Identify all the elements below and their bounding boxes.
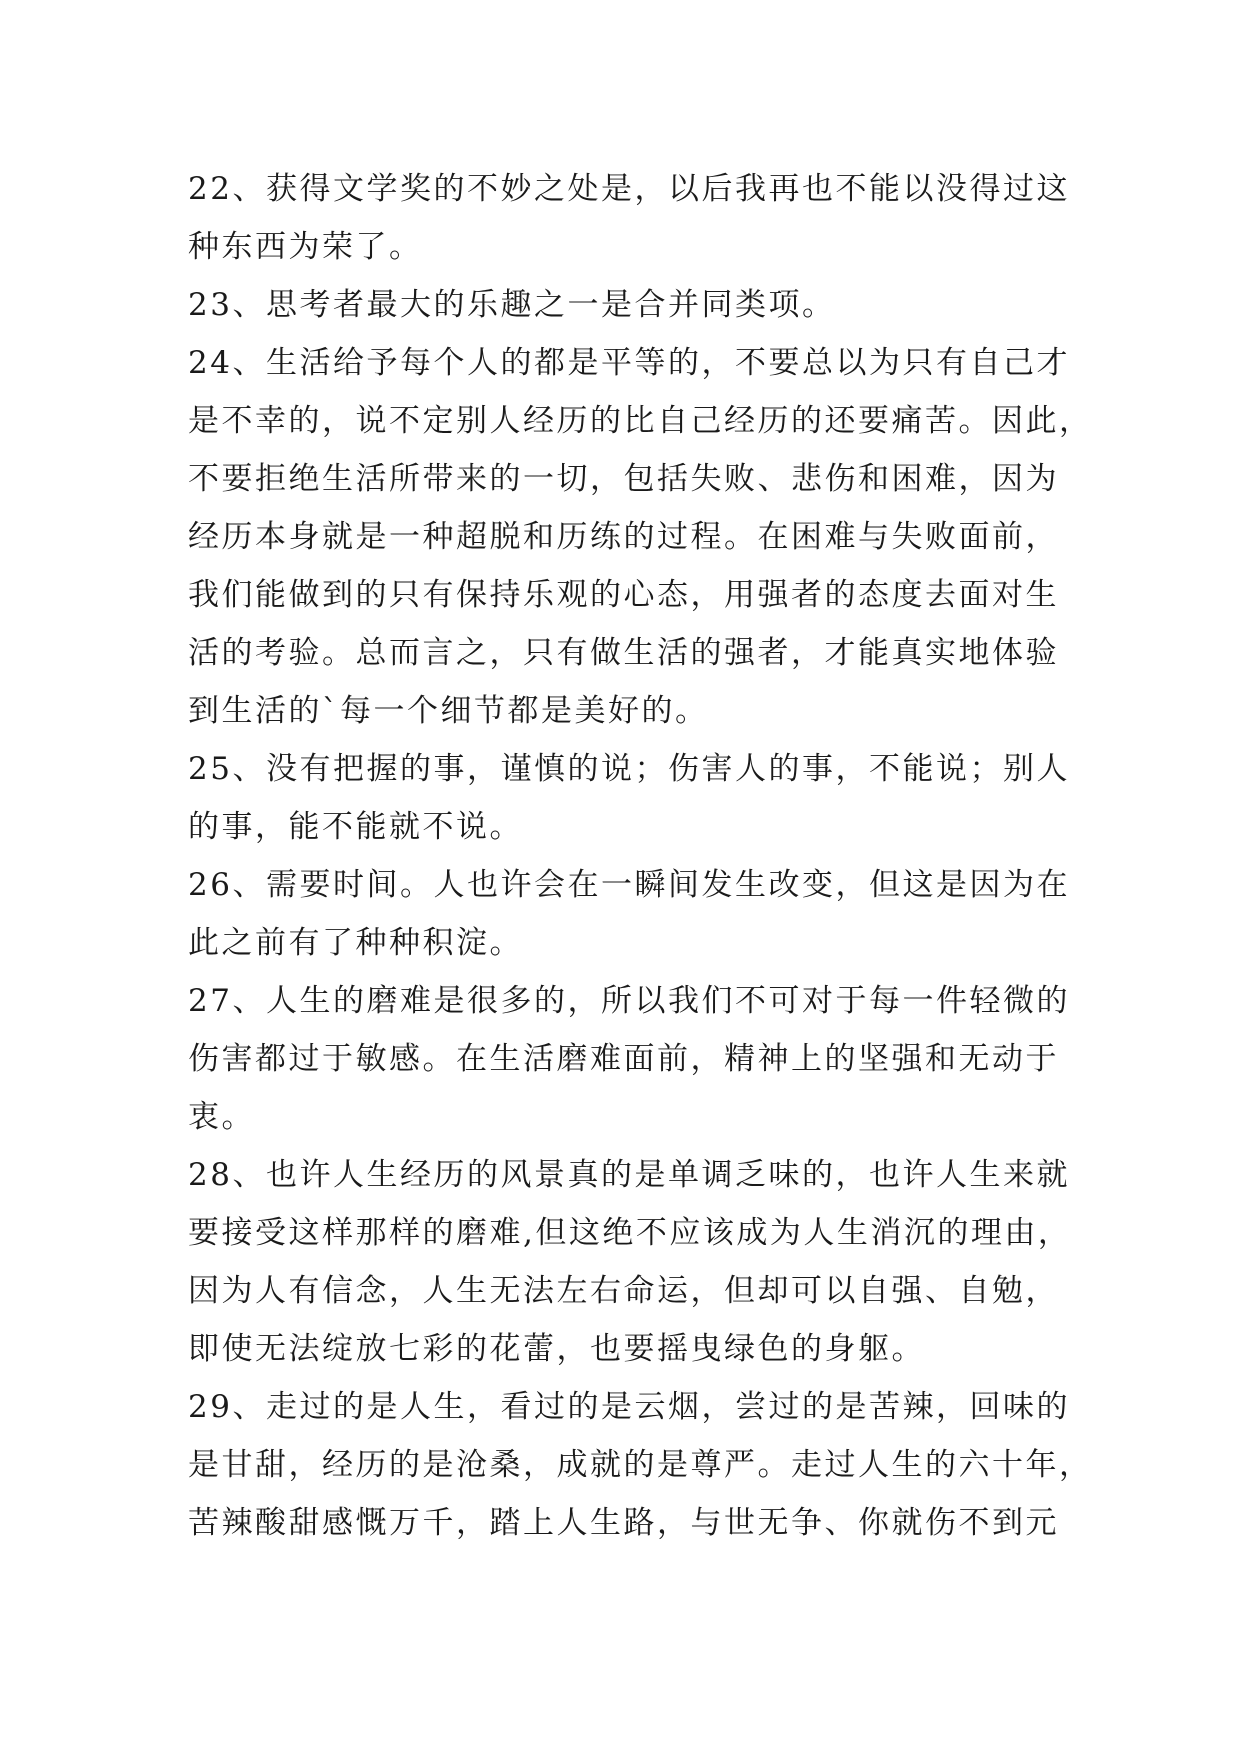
text-line: 我们能做到的只有保持乐观的心态，用强者的态度去面对生 (188, 577, 1059, 613)
text-line: 即使无法绽放七彩的花蕾，也要摇曳绿色的身躯。 (188, 1331, 925, 1367)
text-line: 的事，能不能就不说。 (188, 809, 523, 845)
text-line: 此之前有了种种积淀。 (188, 925, 523, 961)
text-line: 伤害都过于敏感。在生活磨难面前，精神上的坚强和无动于 (188, 1041, 1059, 1077)
text-line: 活的考验。总而言之，只有做生活的强者，才能真实地体验 (188, 635, 1059, 671)
text-line: 不要拒绝生活所带来的一切，包括失败、悲伤和困难，因为 (188, 461, 1059, 497)
text-line: 经历本身就是一种超脱和历练的过程。在困难与失败面前， (188, 519, 1059, 555)
text-line: 24、生活给予每个人的都是平等的，不要总以为只有自己才 (188, 345, 1070, 381)
text-line: 28、也许人生经历的风景真的是单调乏味的，也许人生来就 (188, 1157, 1070, 1193)
text-line: 25、没有把握的事，谨慎的说；伤害人的事，不能说；别人 (188, 751, 1070, 787)
text-line: 是不幸的，说不定别人经历的比自己经历的还要痛苦。因此， (188, 403, 1093, 439)
text-line: 衷。 (188, 1099, 255, 1135)
text-line: 要接受这样那样的磨难,但这绝不应该成为人生消沉的理由， (188, 1215, 1072, 1251)
text-line: 27、人生的磨难是很多的，所以我们不可对于每一件轻微的 (188, 983, 1070, 1019)
text-line: 苦辣酸甜感慨万千，踏上人生路，与世无争、你就伤不到元 (188, 1505, 1059, 1541)
text-line: 29、走过的是人生，看过的是云烟，尝过的是苦辣，回味的 (188, 1389, 1070, 1425)
text-line: 26、需要时间。人也许会在一瞬间发生改变，但这是因为在 (188, 867, 1070, 903)
document-body (188, 160, 1093, 1552)
text-line: 到生活的`每一个细节都是美好的。 (188, 693, 709, 729)
text-line: 因为人有信念，人生无法左右命运，但却可以自强、自勉， (188, 1273, 1059, 1309)
text-line: 22、获得文学奖的不妙之处是，以后我再也不能以没得过这 (188, 171, 1070, 207)
text-line: 23、思考者最大的乐趣之一是合并同类项。 (188, 287, 836, 323)
text-line: 种东西为荣了。 (188, 229, 423, 265)
text-line: 是甘甜，经历的是沧桑，成就的是尊严。走过人生的六十年， (188, 1447, 1093, 1483)
